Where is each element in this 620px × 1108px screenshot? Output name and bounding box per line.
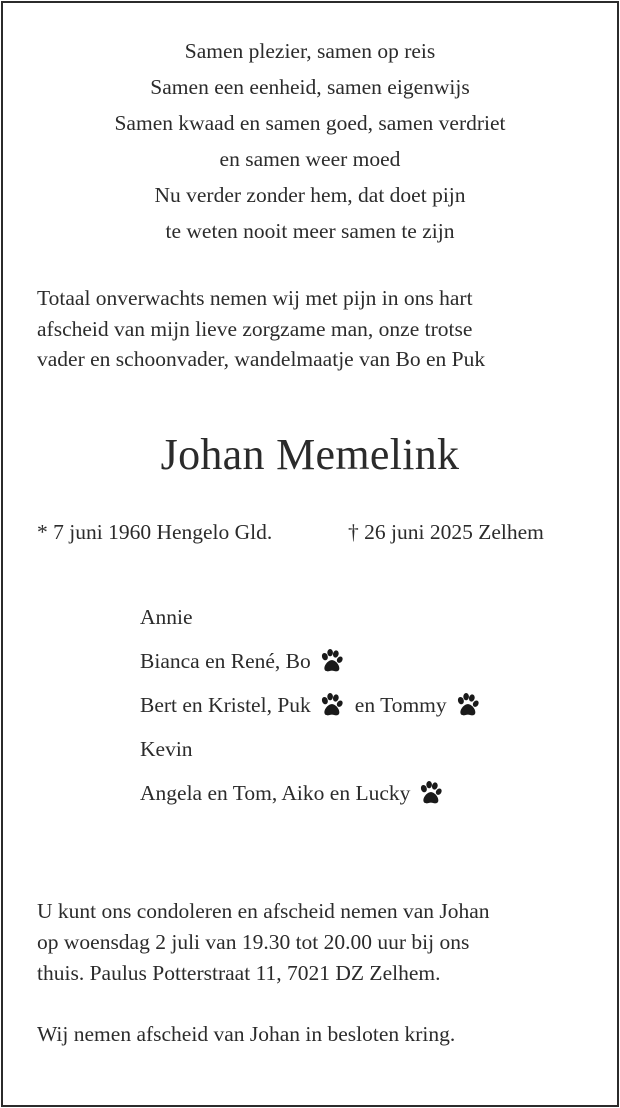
death-date: † 26 juni 2025 Zelhem (348, 520, 544, 544)
intro-paragraph (37, 283, 597, 375)
family-member: en Tommy (354, 693, 447, 717)
paw-print-icon (453, 691, 481, 719)
obituary-card (1, 1, 619, 1107)
intro-line: afscheid van mijn lieve zorgzame man, onze trotse (37, 316, 473, 341)
family-member: Kevin (140, 737, 193, 761)
intro-line: vader en schoonvader, wandelmaatje van Bo en Puk (37, 347, 486, 371)
family-member: Bert en Kristel, Puk (140, 693, 311, 717)
info-line: thuis. Paulus Potterstraat 11, 7021 DZ Zelhem. (37, 961, 441, 985)
family-line (140, 639, 560, 683)
family-line (140, 727, 560, 771)
birth-date: * 7 juni 1960 Hengelo Gld. (37, 520, 273, 544)
poem-line: Samen plezier, samen op reis (184, 39, 436, 63)
family-list (140, 595, 560, 815)
family-line (140, 771, 560, 815)
family-member: Bianca en René, Bo (140, 649, 311, 673)
closing-line: Wij nemen afscheid van Johan in besloten kring. (37, 1022, 456, 1046)
family-member: Annie (140, 605, 193, 629)
deceased-name: Johan Memelink (160, 430, 460, 479)
life-dates (37, 516, 597, 548)
info-line: op woensdag 2 juli van 19.30 tot 20.00 uur bij ons (37, 930, 470, 954)
info-line: U kunt ons condoleren en afscheid nemen van Johan (37, 899, 490, 923)
poem-line: Samen kwaad en samen goed, samen verdriet (114, 111, 506, 135)
poem-line: Nu verder zonder hem, dat doet pijn (154, 183, 466, 207)
intro-line: Totaal onverwachts nemen wij met pijn in ons hart (37, 286, 473, 310)
family-line (140, 595, 560, 639)
family-line (140, 683, 560, 727)
family-member: Angela en Tom, Aiko en Lucky (140, 781, 411, 805)
poem (3, 33, 617, 249)
condolence-info (37, 896, 597, 989)
paw-print-icon (416, 779, 444, 807)
paw-print-icon (317, 647, 345, 675)
poem-line: Samen een eenheid, samen eigenwijs (150, 75, 470, 99)
poem-line: te weten nooit meer samen te zijn (165, 219, 455, 243)
paw-print-icon (317, 691, 345, 719)
poem-line: en samen weer moed (219, 147, 401, 171)
